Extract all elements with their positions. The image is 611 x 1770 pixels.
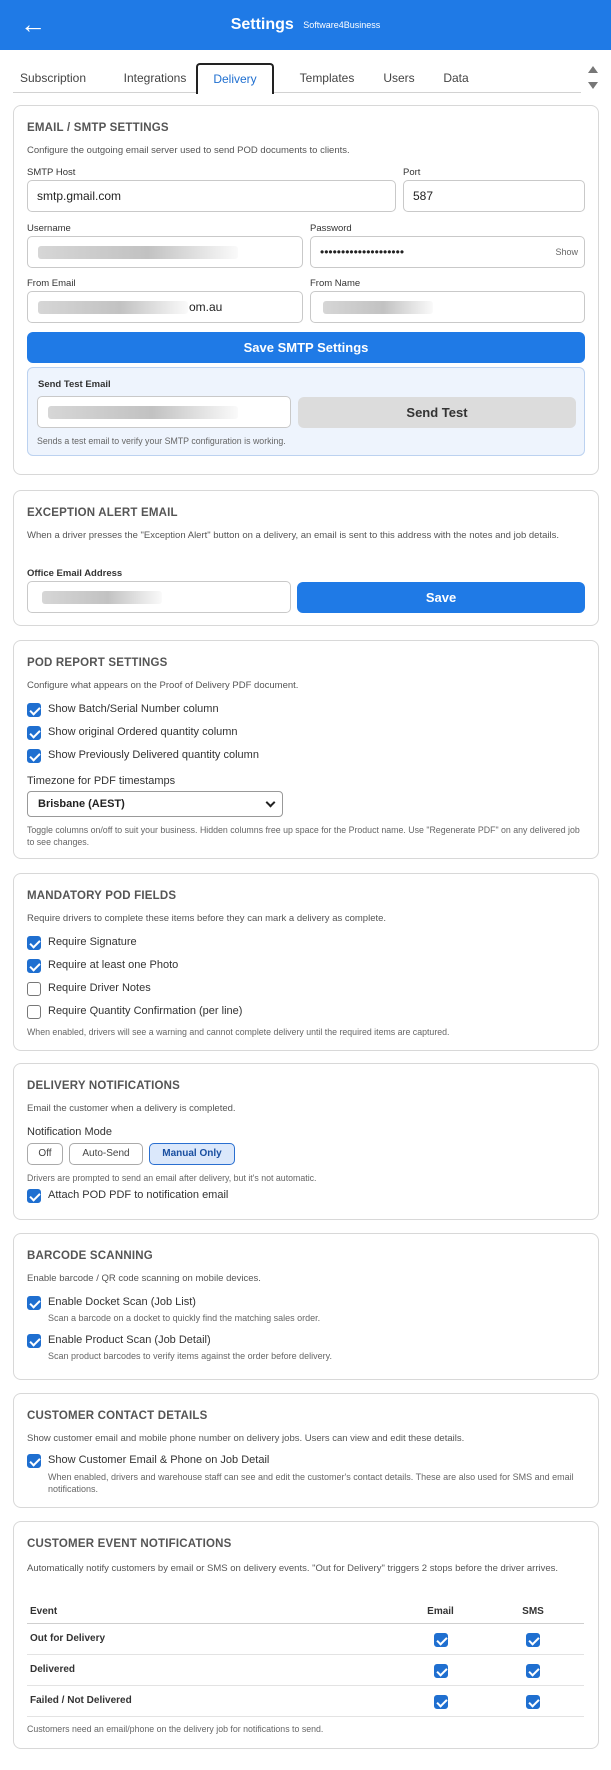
email-checkbox[interactable] [434, 1664, 448, 1678]
option-label: Require Signature [48, 936, 137, 948]
email-checkbox[interactable] [434, 1633, 448, 1647]
from-email-label: From Email [27, 278, 76, 289]
from-email-suffix: om.au [189, 300, 223, 314]
port-label: Port [403, 167, 421, 178]
section-title: EMAIL / SMTP SETTINGS [27, 122, 169, 134]
checkbox[interactable] [27, 1296, 41, 1310]
option-label: Show Customer Email & Phone on Job Detail [48, 1454, 270, 1466]
password-input[interactable] [310, 236, 585, 268]
notification-mode-toggle [27, 1143, 327, 1165]
send-test-button[interactable]: Send Test [298, 397, 576, 428]
tab-delivery[interactable]: Delivery [196, 63, 274, 94]
password-label: Password [310, 223, 352, 234]
checkbox[interactable] [27, 982, 41, 996]
mandatory-fields-card [13, 873, 599, 1051]
event-notifications-table [27, 1601, 584, 1717]
events-note: Customers need an email/phone on the delivery job for notifications to send. [27, 1724, 324, 1734]
section-title: POD REPORT SETTINGS [27, 657, 168, 669]
section-description: Automatically notify customers by email or SMS on delivery events. "Out for Delivery" triggers 2 stops before the driver arrives. [27, 1563, 559, 1574]
page-subtitle: Software4Business [303, 20, 381, 30]
table-header-row [27, 1601, 584, 1623]
event-name: Failed / Not Delivered [27, 1685, 399, 1716]
option-label: Show Batch/Serial Number column [48, 703, 219, 715]
tab-users[interactable]: Users [383, 71, 415, 85]
tab-integrations[interactable]: Integrations [123, 71, 187, 85]
redacted-value [38, 246, 238, 259]
send-test-note: Sends a test email to verify your SMTP configuration is working. [37, 436, 286, 446]
smtp-host-input[interactable]: smtp.gmail.com [27, 180, 396, 212]
tab-subscription[interactable]: Subscription [19, 71, 87, 85]
section-description: When a driver presses the "Exception Alert" button on a delivery, an email is sent to this address with the notes and job details. [27, 530, 559, 541]
section-description: Configure what appears on the Proof of Delivery PDF document. [27, 680, 299, 691]
section-description: Require drivers to complete these items before they can mark a delivery as complete. [27, 913, 387, 924]
from-email-input[interactable] [27, 291, 303, 323]
chevron-down-icon [266, 798, 276, 808]
notification-mode-label: Notification Mode [27, 1126, 112, 1138]
option-help: Scan a barcode on a docket to quickly find the matching sales order. [48, 1313, 321, 1323]
checkbox[interactable] [27, 959, 41, 973]
mode-manual-only-button[interactable]: Manual Only [149, 1143, 235, 1165]
mode-off-button[interactable]: Off [27, 1143, 63, 1165]
section-title: EXCEPTION ALERT EMAIL [27, 507, 178, 519]
checkbox[interactable] [27, 703, 41, 717]
header-title-group [0, 16, 611, 34]
section-description: Email the customer when a delivery is completed. [27, 1103, 236, 1114]
sms-checkbox[interactable] [526, 1633, 540, 1647]
tab-scroll-down-icon[interactable] [588, 82, 598, 89]
pod-report-card [13, 640, 599, 859]
option-label: Show original Ordered quantity column [48, 726, 238, 738]
option-label: Require Driver Notes [48, 982, 151, 994]
option-label: Enable Docket Scan (Job List) [48, 1296, 196, 1308]
section-description: Show customer email and mobile phone number on delivery jobs. Users can view and edit these details. [27, 1433, 465, 1444]
arrow-left-icon[interactable]: ← [20, 9, 46, 39]
checkbox[interactable] [27, 749, 41, 763]
event-name: Delivered [27, 1654, 399, 1685]
port-input[interactable]: 587 [403, 180, 585, 212]
app-header [0, 0, 611, 50]
mandatory-note: When enabled, drivers will see a warning and cannot complete delivery until the required items are captured. [27, 1027, 450, 1037]
password-value: •••••••••••••••••••• [320, 245, 405, 259]
option-label: Require Quantity Confirmation (per line) [48, 1005, 243, 1017]
timezone-label: Timezone for PDF timestamps [27, 775, 176, 787]
test-email-input[interactable] [37, 396, 291, 428]
column-header-sms: SMS [482, 1601, 584, 1623]
option-label: Attach POD PDF to notification email [48, 1189, 229, 1201]
settings-tabs [13, 63, 581, 93]
redacted-value [38, 301, 188, 314]
show-password-button[interactable]: Show [555, 247, 578, 257]
section-title: DELIVERY NOTIFICATIONS [27, 1080, 181, 1092]
username-input[interactable] [27, 236, 303, 268]
option-help: When enabled, drivers and warehouse staff can see and edit the customer's contact details. These are also used for SMS and email notifications. [48, 1472, 574, 1494]
option-label: Show Previously Delivered quantity column [48, 749, 259, 761]
section-description: Enable barcode / QR code scanning on mobile devices. [27, 1273, 261, 1284]
username-label: Username [27, 223, 71, 234]
from-name-label: From Name [310, 278, 361, 289]
redacted-value [48, 406, 238, 419]
mode-auto-send-button[interactable]: Auto-Send [69, 1143, 143, 1165]
section-title: CUSTOMER CONTACT DETAILS [27, 1410, 208, 1422]
sms-checkbox[interactable] [526, 1664, 540, 1678]
section-description: Configure the outgoing email server used to send POD documents to clients. [27, 145, 350, 156]
option-help: Scan product barcodes to verify items against the order before delivery. [48, 1351, 332, 1361]
tab-scroll-up-icon[interactable] [588, 66, 598, 73]
checkbox[interactable] [27, 936, 41, 950]
redacted-value [323, 301, 433, 314]
column-header-email: Email [399, 1601, 482, 1623]
checkbox[interactable] [27, 1454, 41, 1468]
section-title: MANDATORY POD FIELDS [27, 890, 177, 902]
event-name: Out for Delivery [27, 1623, 399, 1654]
table-row [27, 1654, 584, 1685]
checkbox[interactable] [27, 1334, 41, 1348]
mode-note: Drivers are prompted to send an email after delivery, but it's not automatic. [27, 1173, 317, 1183]
table-row [27, 1685, 584, 1716]
checkbox[interactable] [27, 1005, 41, 1019]
tab-templates[interactable]: Templates [299, 71, 355, 85]
sms-checkbox[interactable] [526, 1695, 540, 1709]
option-label: Enable Product Scan (Job Detail) [48, 1334, 211, 1346]
redacted-value [42, 591, 162, 604]
section-title: BARCODE SCANNING [27, 1250, 153, 1262]
send-test-title: Send Test Email [38, 379, 111, 390]
delivery-notifications-card [13, 1063, 599, 1220]
option-label: Require at least one Photo [48, 959, 179, 971]
send-test-panel [27, 367, 585, 456]
exception-alert-card [13, 490, 599, 626]
office-email-label: Office Email Address [27, 568, 123, 579]
smtp-host-label: SMTP Host [27, 167, 76, 178]
checkbox[interactable] [27, 726, 41, 740]
checkbox[interactable] [27, 1189, 41, 1203]
customer-event-notifications-card [13, 1521, 599, 1749]
save-smtp-button[interactable]: Save SMTP Settings [27, 332, 585, 363]
section-title: CUSTOMER EVENT NOTIFICATIONS [27, 1538, 232, 1550]
smtp-settings-card [13, 105, 599, 475]
email-checkbox[interactable] [434, 1695, 448, 1709]
page-title: Settings [230, 16, 294, 33]
table-row [27, 1623, 584, 1654]
save-exception-email-button[interactable]: Save [297, 582, 585, 613]
column-header-event: Event [27, 1601, 399, 1623]
timezone-select[interactable] [27, 791, 283, 817]
from-name-input[interactable] [310, 291, 585, 323]
office-email-input[interactable] [27, 581, 291, 613]
customer-contact-card [13, 1393, 599, 1508]
barcode-scanning-card [13, 1233, 599, 1380]
timezone-value: Brisbane (AEST) [38, 798, 125, 810]
tab-data[interactable]: Data [443, 71, 469, 85]
pod-report-note: Toggle columns on/off to suit your business. Hidden columns free up space for the Product name. Use "Regenerate PDF" on any delivered job to see changes. [27, 825, 580, 847]
